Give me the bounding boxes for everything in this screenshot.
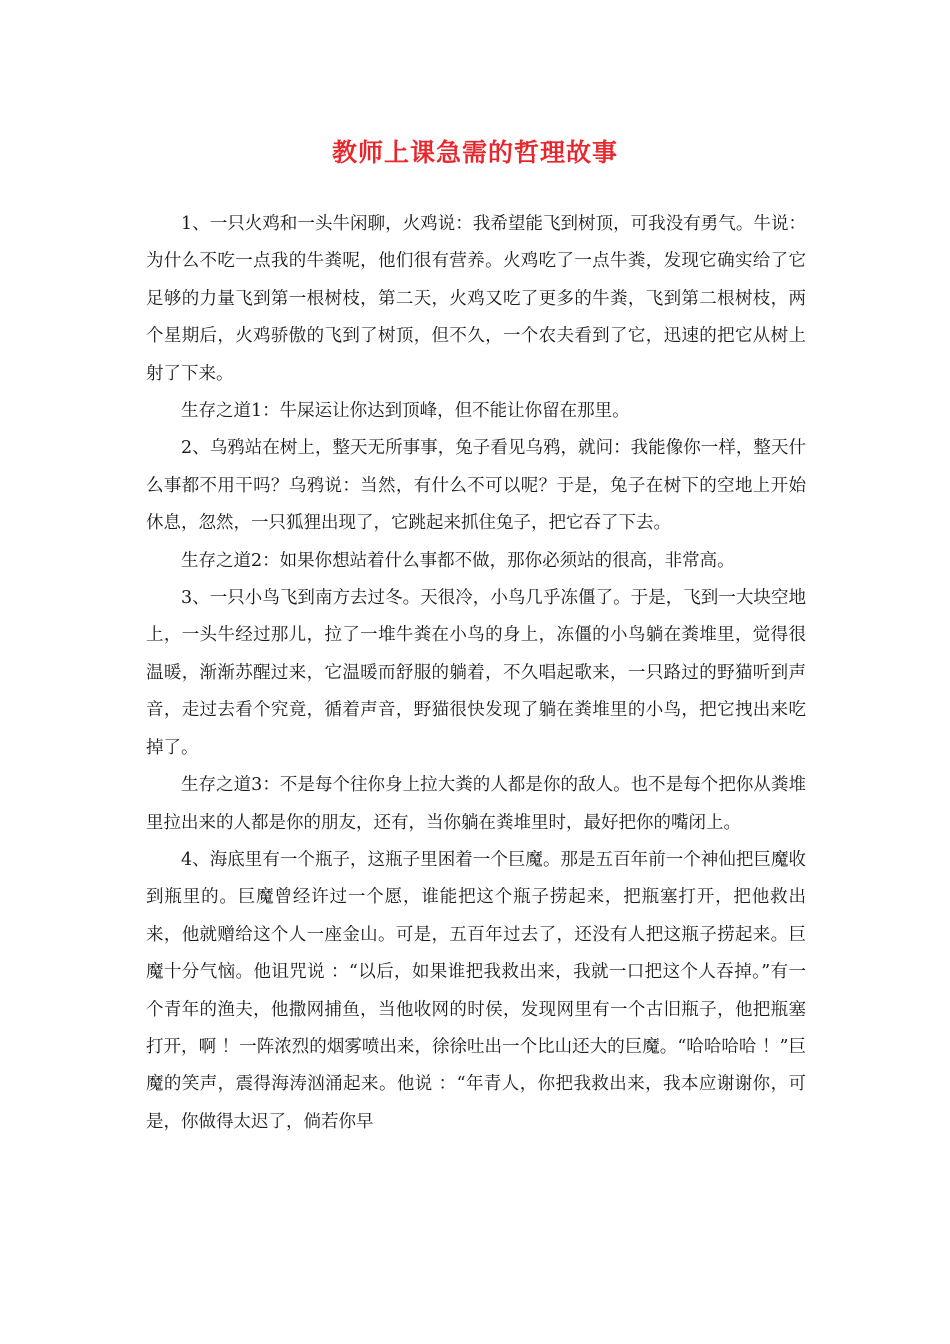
paragraph-lesson-2: 生存之道2：如果你想站着什么事都不做，那你必须站的很高，非常高。 [181, 550, 735, 571]
paragraph-story-2: 2、乌鸦站在树上，整天无所事事，兔子看见乌鸦，就问：我能像你一样，整天什么事都不用干吗？乌鸦说：当然，有什么不可以呢？于是，兔子在树下的空地上开始休息，忽然，一只狐狸出现了，它跳起来抓住兔子，把它吞了下去。 [146, 438, 806, 534]
paragraph-story-1: 1、一只火鸡和一头牛闲聊，火鸡说：我希望能飞到树顶，可我没有勇气。牛说：为什么不吃一点我的牛粪呢，他们很有营养。火鸡吃了一点牛粪，发现它确实给了它足够的力量飞到第一根树枝，第二天，火鸡又吃了更多的牛粪，飞到第二根树枝，两个星期后，火鸡骄傲的飞到了树顶，但不久，一个农夫看到了它，迅速的把它从树上射了下来。 [146, 214, 806, 384]
paragraph-lesson-3: 生存之道3：不是每个往你身上拉大粪的人都是你的敌人。也不是每个把你从粪堆里拉出来的人都是你的朋友，还有，当你躺在粪堆里时，最好把你的嘴闭上。 [146, 775, 806, 833]
paragraph-story-4: 4、海底里有一个瓶子，这瓶子里困着一个巨魔。那是五百年前一个神仙把巨魔收到瓶里的。巨魔曾经许过一个愿，谁能把这个瓶子捞起来，把瓶塞打开，把他救出来，他就赠给这个人一座金山。可是，五百年过去了，还没有人把这瓶子捞起来。巨魔十分气恼。他诅咒说 ：“以后，如果谁把我救出来，我就一口把这个人吞掉。”有一个青年的渔夫，他撒网捕鱼，当他收网的时侯，发现网里有一个古旧瓶子，他把瓶塞打开，啊 ！一阵浓烈的烟雾喷出来，徐徐吐出一个比山还大的巨魔。“哈哈哈哈 ！”巨魔的笑声，震得海涛汹涌起来。他说 ：“年青人，你把我救出来，我本应谢谢你，可是，你做得太迟了，倘若你早 [146, 849, 806, 1132]
paragraph-lesson-1: 生存之道1：牛屎运让你达到顶峰，但不能让你留在那里。 [181, 401, 630, 422]
document-title: 教师上课急需的哲理故事 [331, 138, 618, 167]
paragraph-story-3: 3、一只小鸟飞到南方去过冬。天很冷，小鸟几乎冻僵了。于是，飞到一大块空地上，一头牛经过那儿，拉了一堆牛粪在小鸟的身上，冻僵的小鸟躺在粪堆里，觉得很温暖，渐渐苏醒过来，它温暖而舒服的躺着，不久唱起歌来，一只路过的野猫听到声音，走过去看个究竟，循着声音，野猫很快发现了躺在粪堆里的小鸟，把它拽出来吃掉了。 [146, 588, 806, 758]
document-body [146, 206, 806, 1141]
